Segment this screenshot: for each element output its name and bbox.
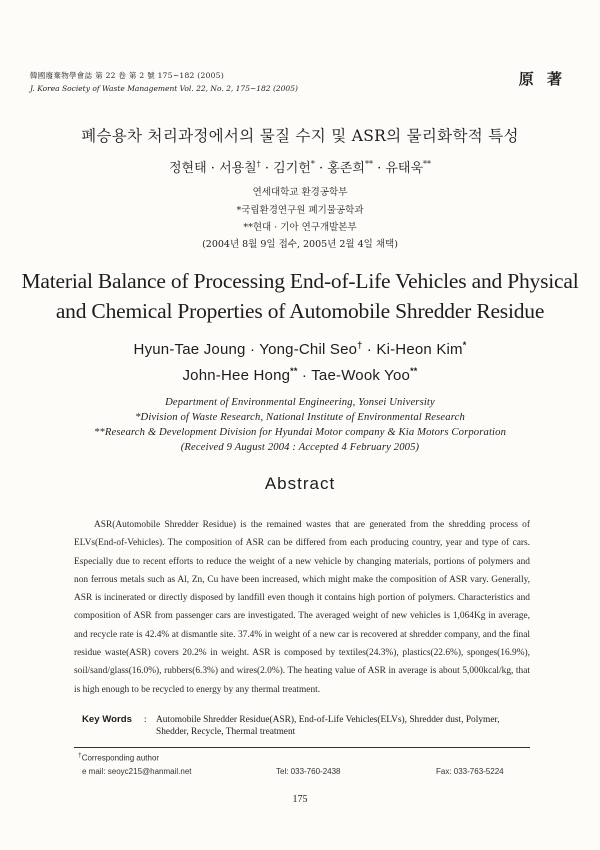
- footnote-fax: Fax: 033-763-5224: [436, 767, 504, 776]
- abstract-body: ASR(Automobile Shredder Residue) is the remained wastes that are generated from the shredding process of ELVs(End-of-Vehicles). The composition of ASR can be differed from each producing country, year and type of cars. Especially due to recent efforts to reduce the weight of a new vehicle by changing materials, portions of polymers and non ferrous metals such as Al, Zn, Cu have been increased, which might make the composition of ASR vary. Generally, ASR is incinerated or directly disposed by landfill even though it contains high portion of polymers. Characteristics and composition of ASR from passenger cars are investigated. The averaged weight of new vehicles is 1,064Kg in average, and recycle rate is 42.4% at dismantle site. 37.4% in weight of a new car is recovered at shredder company, and the final residue waste(ASR) covers 20.2% in weight. ASR is composed by textiles(24.3%), plastics(22.6%), sponges(16.9%), soil/sand/glass(16.0%), rubbers(6.3%) and wires(2.0%). The heating value of ASR in average is about 5,000kcal/kg, that is high enough to be recycled to energy by any thermal treatment.: [74, 520, 530, 695]
- keywords-text: Automobile Shredder Residue(ASR), End-of-Life Vehicles(ELVs), Shredder dust, Polymer, Shedder, Recycle, Thermal treatment: [156, 715, 500, 737]
- korean-affiliation: **현대 · 기아 연구개발본부: [243, 222, 357, 233]
- footnote-email: e mail: seoyc215@hanmail.net: [82, 767, 192, 776]
- korean-authors: [0, 157, 600, 176]
- korean-received-dates: (2004년 8월 9일 접수, 2005년 2월 4일 채택): [202, 239, 398, 250]
- author-mark: **: [290, 366, 298, 376]
- korean-affiliation: 연세대학교 환경공학부: [252, 187, 348, 198]
- footnote-marker: †: [78, 752, 82, 759]
- footnote-tel: Tel: 033-760-2438: [276, 767, 341, 776]
- author-mark: *: [462, 340, 467, 350]
- author-mark: **: [364, 159, 373, 169]
- author-separator: ·: [297, 367, 312, 384]
- korean-affiliation: *국립환경연구원 폐기물공학과: [236, 205, 364, 216]
- author-name: Tae-Wook Yoo: [311, 367, 411, 384]
- footnote-divider: [74, 747, 530, 748]
- english-received-dates: (Received 9 August 2004 : Accepted 4 February 2005): [180, 442, 420, 453]
- author-separator: ·: [362, 341, 377, 358]
- journal-header-korean: 韓國廢棄物學會誌 第 22 卷 第 2 號 175~182 (2005): [30, 71, 225, 80]
- author-name: 김기헌: [273, 161, 311, 176]
- journal-header-english: J. Korea Society of Waste Management Vol. 22, No. 2, 175~182 (2005): [30, 84, 298, 93]
- author-mark: **: [410, 366, 418, 376]
- author-name: Ki-Heon Kim: [376, 341, 463, 358]
- keywords-label: Key Words: [82, 714, 132, 725]
- author-name: Yong-Chil Seo: [259, 341, 358, 358]
- author-mark: †: [256, 159, 261, 169]
- article-type-label: 原 著: [518, 70, 566, 88]
- author-separator: ·: [372, 161, 386, 176]
- author-separator: ·: [245, 341, 260, 358]
- abstract-heading: Abstract: [264, 474, 336, 493]
- author-name: 유태욱: [385, 161, 424, 176]
- author-mark: **: [423, 159, 432, 169]
- author-name: 정현태: [168, 161, 207, 176]
- english-affiliation: Department of Environmental Engineering, Yonsei University: [165, 397, 435, 408]
- author-separator: ·: [260, 161, 274, 176]
- english-authors-line: [0, 340, 600, 358]
- author-name: Hyun-Tae Joung: [133, 341, 246, 358]
- english-title: [20, 266, 580, 326]
- footnote-corresponding-label: Corresponding author: [81, 753, 160, 763]
- page-number: 175: [292, 794, 308, 805]
- author-name: 서용칠: [219, 161, 257, 176]
- english-authors-line: [0, 366, 600, 384]
- author-mark: †: [357, 340, 363, 350]
- footnote-corresponding: [78, 752, 159, 763]
- korean-title: 폐승용차 처리과정에서의 물질 수지 및 ASR의 물리화학적 특성: [81, 127, 519, 145]
- author-name: John-Hee Hong: [182, 367, 291, 384]
- author-separator: ·: [206, 161, 220, 176]
- english-affiliation: **Research & Development Division for Hyundai Motor company & Kia Motors Corporation: [93, 427, 507, 438]
- author-mark: *: [310, 159, 315, 169]
- english-title-line: and Chemical Properties of Automobile Shredder Residue: [55, 299, 545, 323]
- author-separator: ·: [314, 161, 328, 176]
- keywords-colon: :: [144, 715, 147, 725]
- english-affiliation: *Division of Waste Research, National Institute of Environmental Research: [135, 412, 465, 423]
- english-title-line: Material Balance of Processing End-of-Life Vehicles and Physical: [21, 269, 579, 293]
- author-name: 홍존희: [327, 161, 365, 176]
